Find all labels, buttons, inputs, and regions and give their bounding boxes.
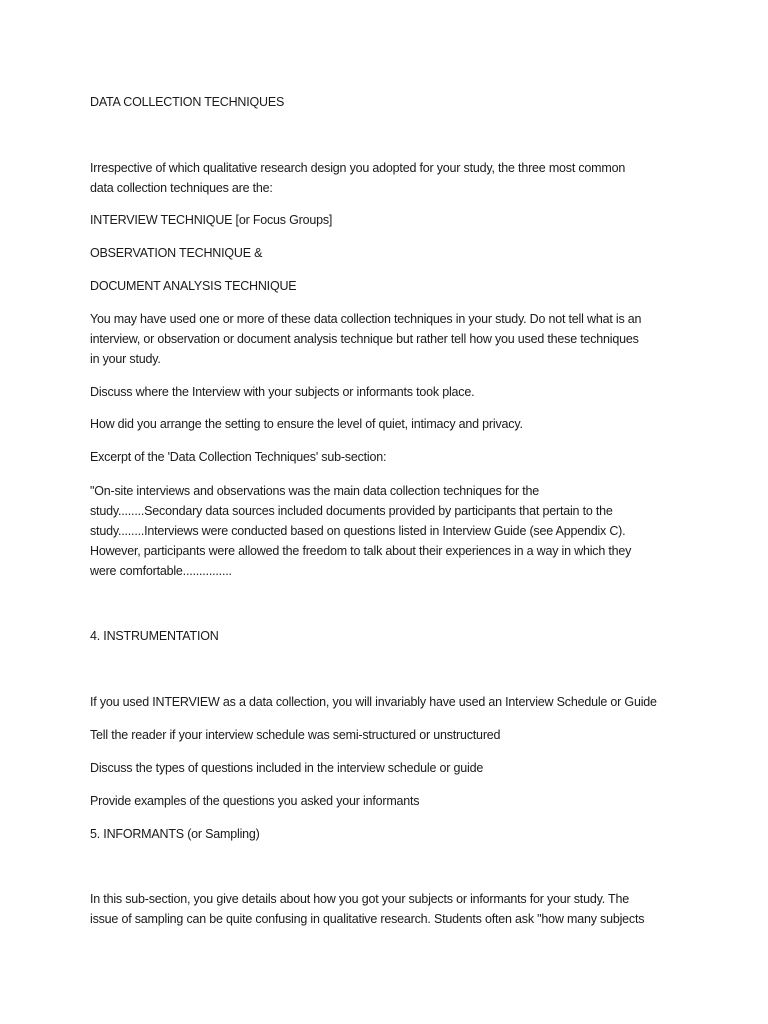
- instrumentation-examples: Provide examples of the questions you asked your informants: [90, 794, 420, 808]
- discuss-where-paragraph: Discuss where the Interview with your subjects or informants took place.: [90, 385, 475, 399]
- text-line: You may have used one or more of these data collection techniques in your study. Do not tell what is an: [90, 312, 642, 326]
- text-line: In this sub-section, you give details about how you got your subjects or informants for your study. The: [90, 892, 629, 906]
- text-line: interview, or observation or document analysis technique but rather tell how you used these techniques: [90, 332, 639, 346]
- technique-observation: OBSERVATION TECHNIQUE &: [90, 246, 263, 260]
- excerpt-label: Excerpt of the 'Data Collection Techniques' sub-section:: [90, 450, 387, 464]
- technique-interview: INTERVIEW TECHNIQUE [or Focus Groups]: [90, 213, 333, 227]
- usage-paragraph: [90, 309, 690, 369]
- excerpt-quote: [90, 481, 690, 581]
- technique-document-analysis: DOCUMENT ANALYSIS TECHNIQUE: [90, 279, 297, 293]
- text-line: study........Interviews were conducted based on questions listed in Interview Guide (see Appendix C).: [90, 524, 626, 538]
- instrumentation-discuss: Discuss the types of questions included in the interview schedule or guide: [90, 761, 484, 775]
- text-line: However, participants were allowed the freedom to talk about their experiences in a way in which they: [90, 544, 632, 558]
- heading-instrumentation: 4. INSTRUMENTATION: [90, 629, 219, 643]
- heading-data-collection-techniques: DATA COLLECTION TECHNIQUES: [90, 95, 285, 109]
- text-line: "On-site interviews and observations was the main data collection techniques for the: [90, 484, 539, 498]
- heading-informants: 5. INFORMANTS (or Sampling): [90, 827, 260, 841]
- instrumentation-interview: If you used INTERVIEW as a data collection, you will invariably have used an Interview Schedule or Guide: [90, 695, 657, 709]
- informants-paragraph: [90, 889, 690, 929]
- arrange-setting-paragraph: How did you arrange the setting to ensure the level of quiet, intimacy and privacy.: [90, 417, 523, 431]
- intro-paragraph: [90, 158, 690, 198]
- instrumentation-tell: Tell the reader if your interview schedule was semi-structured or unstructured: [90, 728, 501, 742]
- text-line: in your study.: [90, 352, 161, 366]
- text-line: study........Secondary data sources included documents provided by participants that pertain to the: [90, 504, 613, 518]
- text-line: issue of sampling can be quite confusing in qualitative research. Students often ask "how many subjects: [90, 912, 645, 926]
- text-line: data collection techniques are the:: [90, 181, 273, 195]
- text-line: Irrespective of which qualitative research design you adopted for your study, the three most common: [90, 161, 626, 175]
- text-line: were comfortable...............: [90, 564, 232, 578]
